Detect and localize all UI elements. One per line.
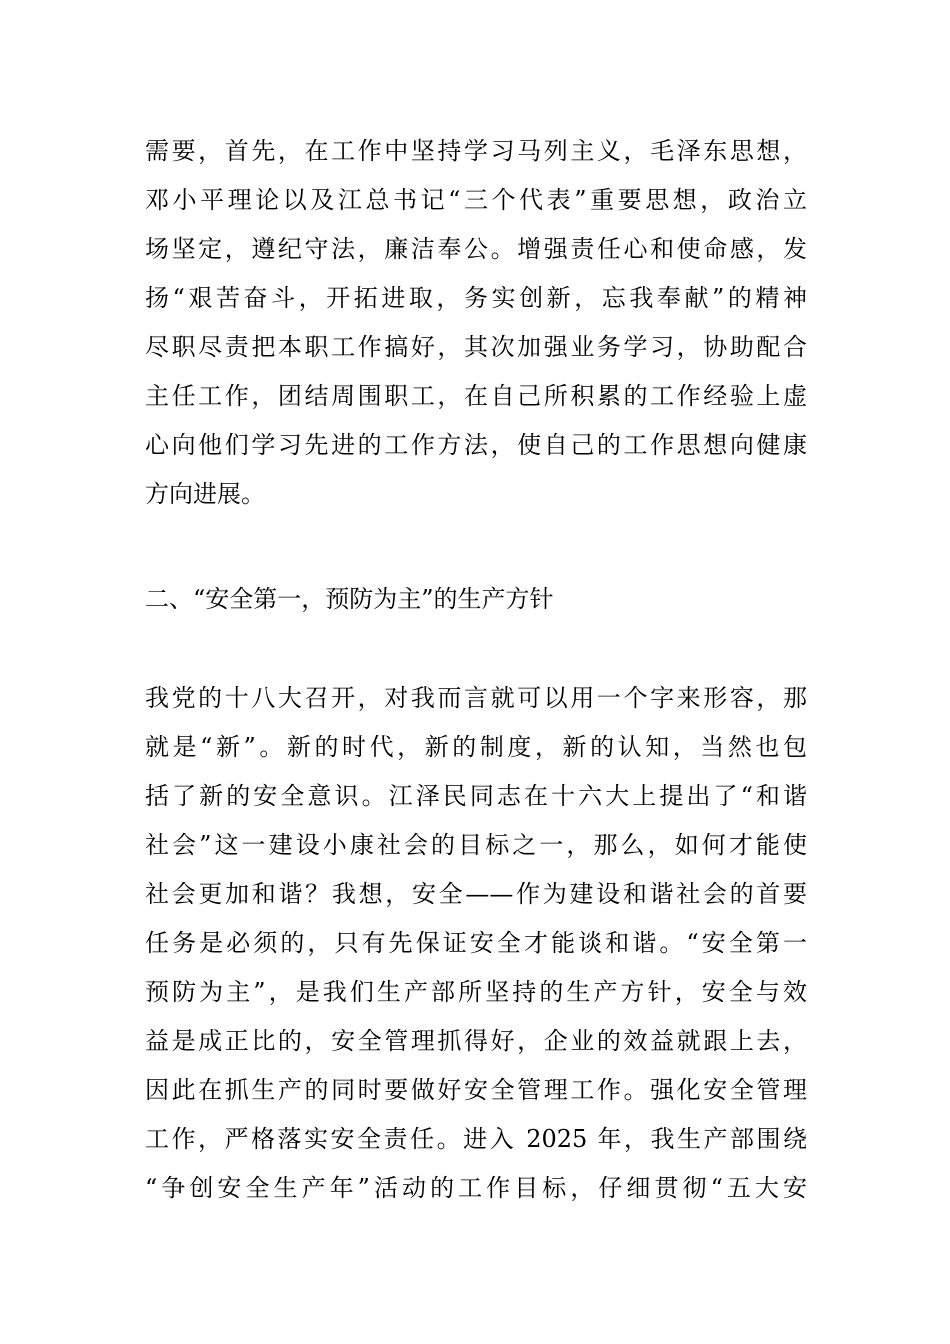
text-line: 括了新的安全意识。江泽民同志在十六大上提出了“和谐 [145, 782, 807, 810]
text-line: 就是“新”。新的时代，新的制度，新的认知，当然也包 [145, 733, 807, 761]
text-line: 任务是必须的，只有先保证安全才能谈和谐。“安全第一 [145, 929, 807, 957]
text-line: 工作，严格落实安全责任。进入 2025 年，我生产部围绕 [145, 1125, 807, 1153]
text-line: 社会更加和谐？我想，安全——作为建设和谐社会的首要 [145, 880, 807, 908]
text-line: 因此在抓生产的同时要做好安全管理工作。强化安全管理 [145, 1076, 807, 1104]
text-line: 社会”这一建设小康社会的目标之一，那么，如何才能使 [145, 831, 807, 859]
paragraph-1 [145, 127, 807, 519]
text-line: “争创安全生产年”活动的工作目标，仔细贯彻“五大安 [145, 1174, 807, 1202]
text-line: 益是成正比的，安全管理抓得好，企业的效益就跟上去， [145, 1027, 807, 1055]
text-line: 场坚定，遵纪守法，廉洁奉公。增强责任心和使命感，发 [145, 235, 807, 263]
text-line: 心向他们学习先进的工作方法，使自己的工作思想向健康 [145, 431, 807, 459]
text-line: 尽职尽责把本职工作搞好，其次加强业务学习，协助配合 [145, 333, 807, 361]
text-line: 扬“艰苦奋斗，开拓进取，务实创新，忘我奉献”的精神 [145, 284, 807, 312]
text-line: 方向进展。 [145, 480, 265, 508]
text-line: 预防为主”，是我们生产部所坚持的生产方针，安全与效 [145, 978, 807, 1006]
text-line: 主任工作，团结周围职工，在自己所积累的工作经验上虚 [145, 382, 807, 410]
paragraph-2 [145, 674, 807, 1213]
text-line: 需要，首先，在工作中坚持学习马列主义，毛泽东思想， [145, 137, 807, 165]
text-line: 我党的十八大召开，对我而言就可以用一个字来形容，那 [145, 684, 807, 712]
text-line: 邓小平理论以及江总书记“三个代表”重要思想，政治立 [145, 186, 807, 214]
section-heading: 二、“安全第一，预防为主”的生产方针 [145, 585, 554, 613]
